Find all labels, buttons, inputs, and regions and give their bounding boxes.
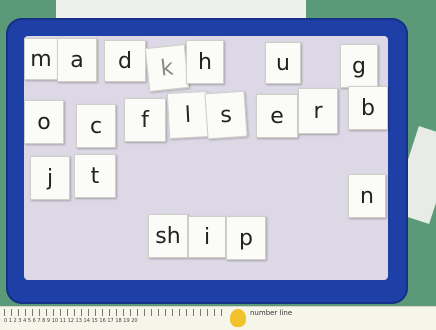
letter-tile-a[interactable]: a bbox=[57, 38, 97, 82]
letter-tile-c[interactable]: c bbox=[76, 104, 116, 148]
number-line-ticks bbox=[4, 309, 224, 316]
number-line-strip bbox=[0, 306, 436, 330]
letter-tile-b[interactable]: b bbox=[348, 86, 388, 130]
letter-tile-m[interactable]: m bbox=[24, 38, 58, 80]
number-line-label: number line bbox=[250, 309, 293, 317]
letter-tile-l[interactable]: l bbox=[167, 91, 209, 139]
letter-tile-h[interactable]: h bbox=[186, 40, 224, 84]
letter-tile-s[interactable]: s bbox=[204, 91, 247, 140]
letter-tile-n[interactable]: n bbox=[348, 174, 386, 218]
letter-tile-t[interactable]: t bbox=[74, 154, 116, 198]
letter-tile-e[interactable]: e bbox=[256, 94, 298, 138]
letter-tile-sh[interactable]: sh bbox=[148, 214, 188, 258]
letter-tile-p[interactable]: p bbox=[226, 216, 266, 260]
letter-tile-f[interactable]: f bbox=[124, 98, 166, 142]
duck-icon bbox=[230, 309, 246, 327]
letter-tile-r[interactable]: r bbox=[298, 88, 338, 134]
number-line-numbers: 0 1 2 3 4 5 6 7 8 9 10 11 12 13 14 15 16 17 18 19 20 bbox=[4, 318, 138, 324]
letter-tile-u[interactable]: u bbox=[265, 42, 301, 84]
letter-tile-k[interactable]: k bbox=[145, 44, 189, 92]
letter-tile-j[interactable]: j bbox=[30, 156, 70, 200]
letter-tile-g[interactable]: g bbox=[340, 44, 378, 88]
letter-tile-i[interactable]: i bbox=[188, 216, 226, 258]
letter-tile-d[interactable]: d bbox=[104, 40, 146, 82]
letter-tile-o[interactable]: o bbox=[24, 100, 64, 144]
